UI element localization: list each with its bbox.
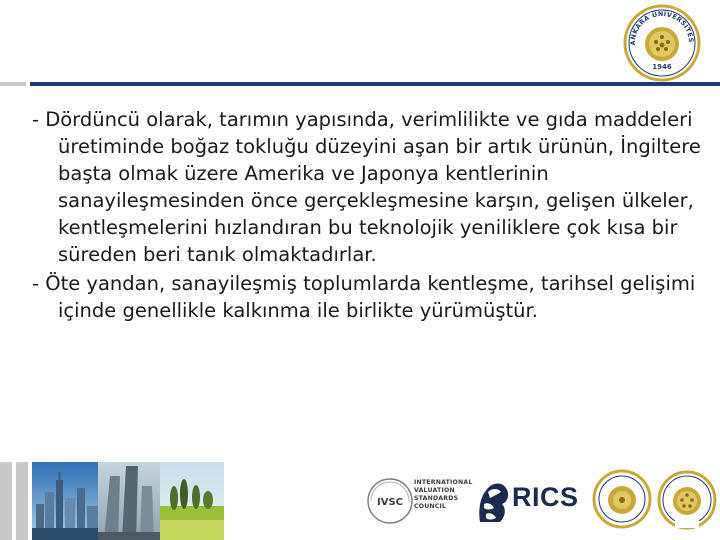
seal-year-text: 1946	[652, 63, 672, 71]
seal-logo-university	[657, 464, 717, 538]
ivsc-wordmark	[414, 479, 476, 511]
ivsc-line: VALUATION	[414, 487, 455, 494]
ivsc-line: STANDARDS	[414, 495, 459, 502]
slide-body	[32, 106, 702, 326]
university-seal-logo	[623, 4, 701, 82]
ivsc-line: COUNCIL	[414, 503, 447, 510]
paragraph-2: - Öte yandan, sanayileşmiş toplumlarda kentleşme, tarihsel gelişimi içinde genellikle kalkınma ile birlikte yürümüştür.	[32, 272, 696, 322]
seal-name-text: ANKARA ÜNİVERSİTES	[628, 9, 696, 46]
paragraph-1: - Dördüncü olarak, tarımın yapısında, verimlilikte ve gıda maddeleri üretiminde boğaz tokluğu düzeyini aşan bir artık ürünün, İngiltere başta olmak üzere Amerika ve Japonya kentlerinin sanayileşmesinden önce gerçekleşmesine karşın, gelişen ülkeler, kentleşmelerini hızlandıran bu teknolojik yeniliklere çok kısa bir süreden beri tanık olmaktadırlar.	[32, 108, 701, 266]
rics-lion-icon	[474, 474, 512, 526]
seal-logo-gold	[592, 466, 652, 532]
modern-towers-photo	[98, 462, 160, 540]
ivsc-acronym: IVSC	[376, 497, 404, 508]
footer-bars	[0, 462, 32, 540]
city-skyline-photo	[32, 462, 98, 540]
ivsc-logo	[365, 476, 415, 526]
header-rule	[30, 82, 720, 86]
footer-logos	[362, 462, 720, 540]
ivsc-line: INTERNATIONAL	[414, 479, 473, 486]
header-rule-gray	[0, 82, 26, 86]
countryside-photo	[160, 462, 224, 540]
rics-wordmark: RICS	[512, 482, 579, 512]
